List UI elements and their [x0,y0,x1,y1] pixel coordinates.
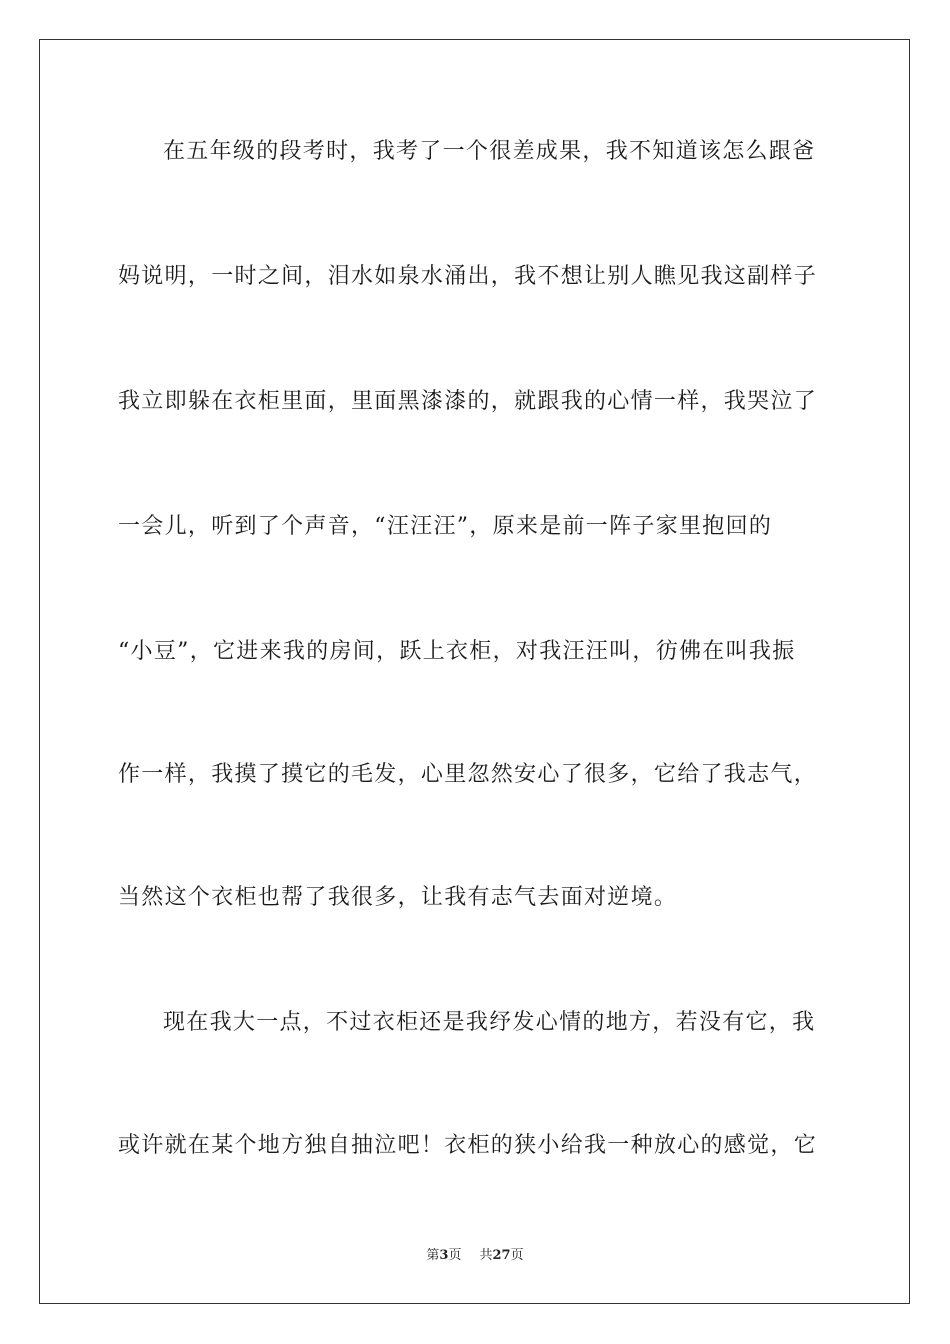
paragraph-1-line-7: 当然这个衣柜也帮了我很多，让我有志气去面对逆境。 [118,885,678,910]
paragraph-1-line-4: 一会儿，听到了个声音，“汪汪汪”，原来是前一阵子家里抱回的 [118,514,773,539]
paragraph-2-line-1: 现在我大一点，不过衣柜还是我纾发心情的地方，若没有它，我 [163,1010,816,1035]
paragraph-1-line-5: “小豆”，它进来我的房间，跃上衣柜，对我汪汪叫，彷佛在叫我振 [118,639,796,664]
total-pages-label: 共27页 [479,1248,524,1263]
paragraph-1-line-6: 作一样，我摸了摸它的毛发，心里忽然安心了很多，它给了我志气， [118,762,818,787]
paragraph-1-line-3: 我立即躲在衣柜里面，里面黑漆漆的，就跟我的心情一样，我哭泣了 [118,389,818,414]
paragraph-2-line-2: 或许就在某个地方独自抽泣吧！衣柜的狭小给我一种放心的感觉，它 [118,1133,818,1158]
paragraph-1-line-1: 在五年级的段考时，我考了一个很差成果，我不知道该怎么跟爸 [163,139,816,164]
page-footer [0,1247,950,1265]
paragraph-1-line-2: 妈说明，一时之间，泪水如泉水涌出，我不想让别人瞧见我这副样子 [118,264,818,289]
page-number-label: 第3页 [426,1248,462,1263]
page-border [39,39,910,1304]
